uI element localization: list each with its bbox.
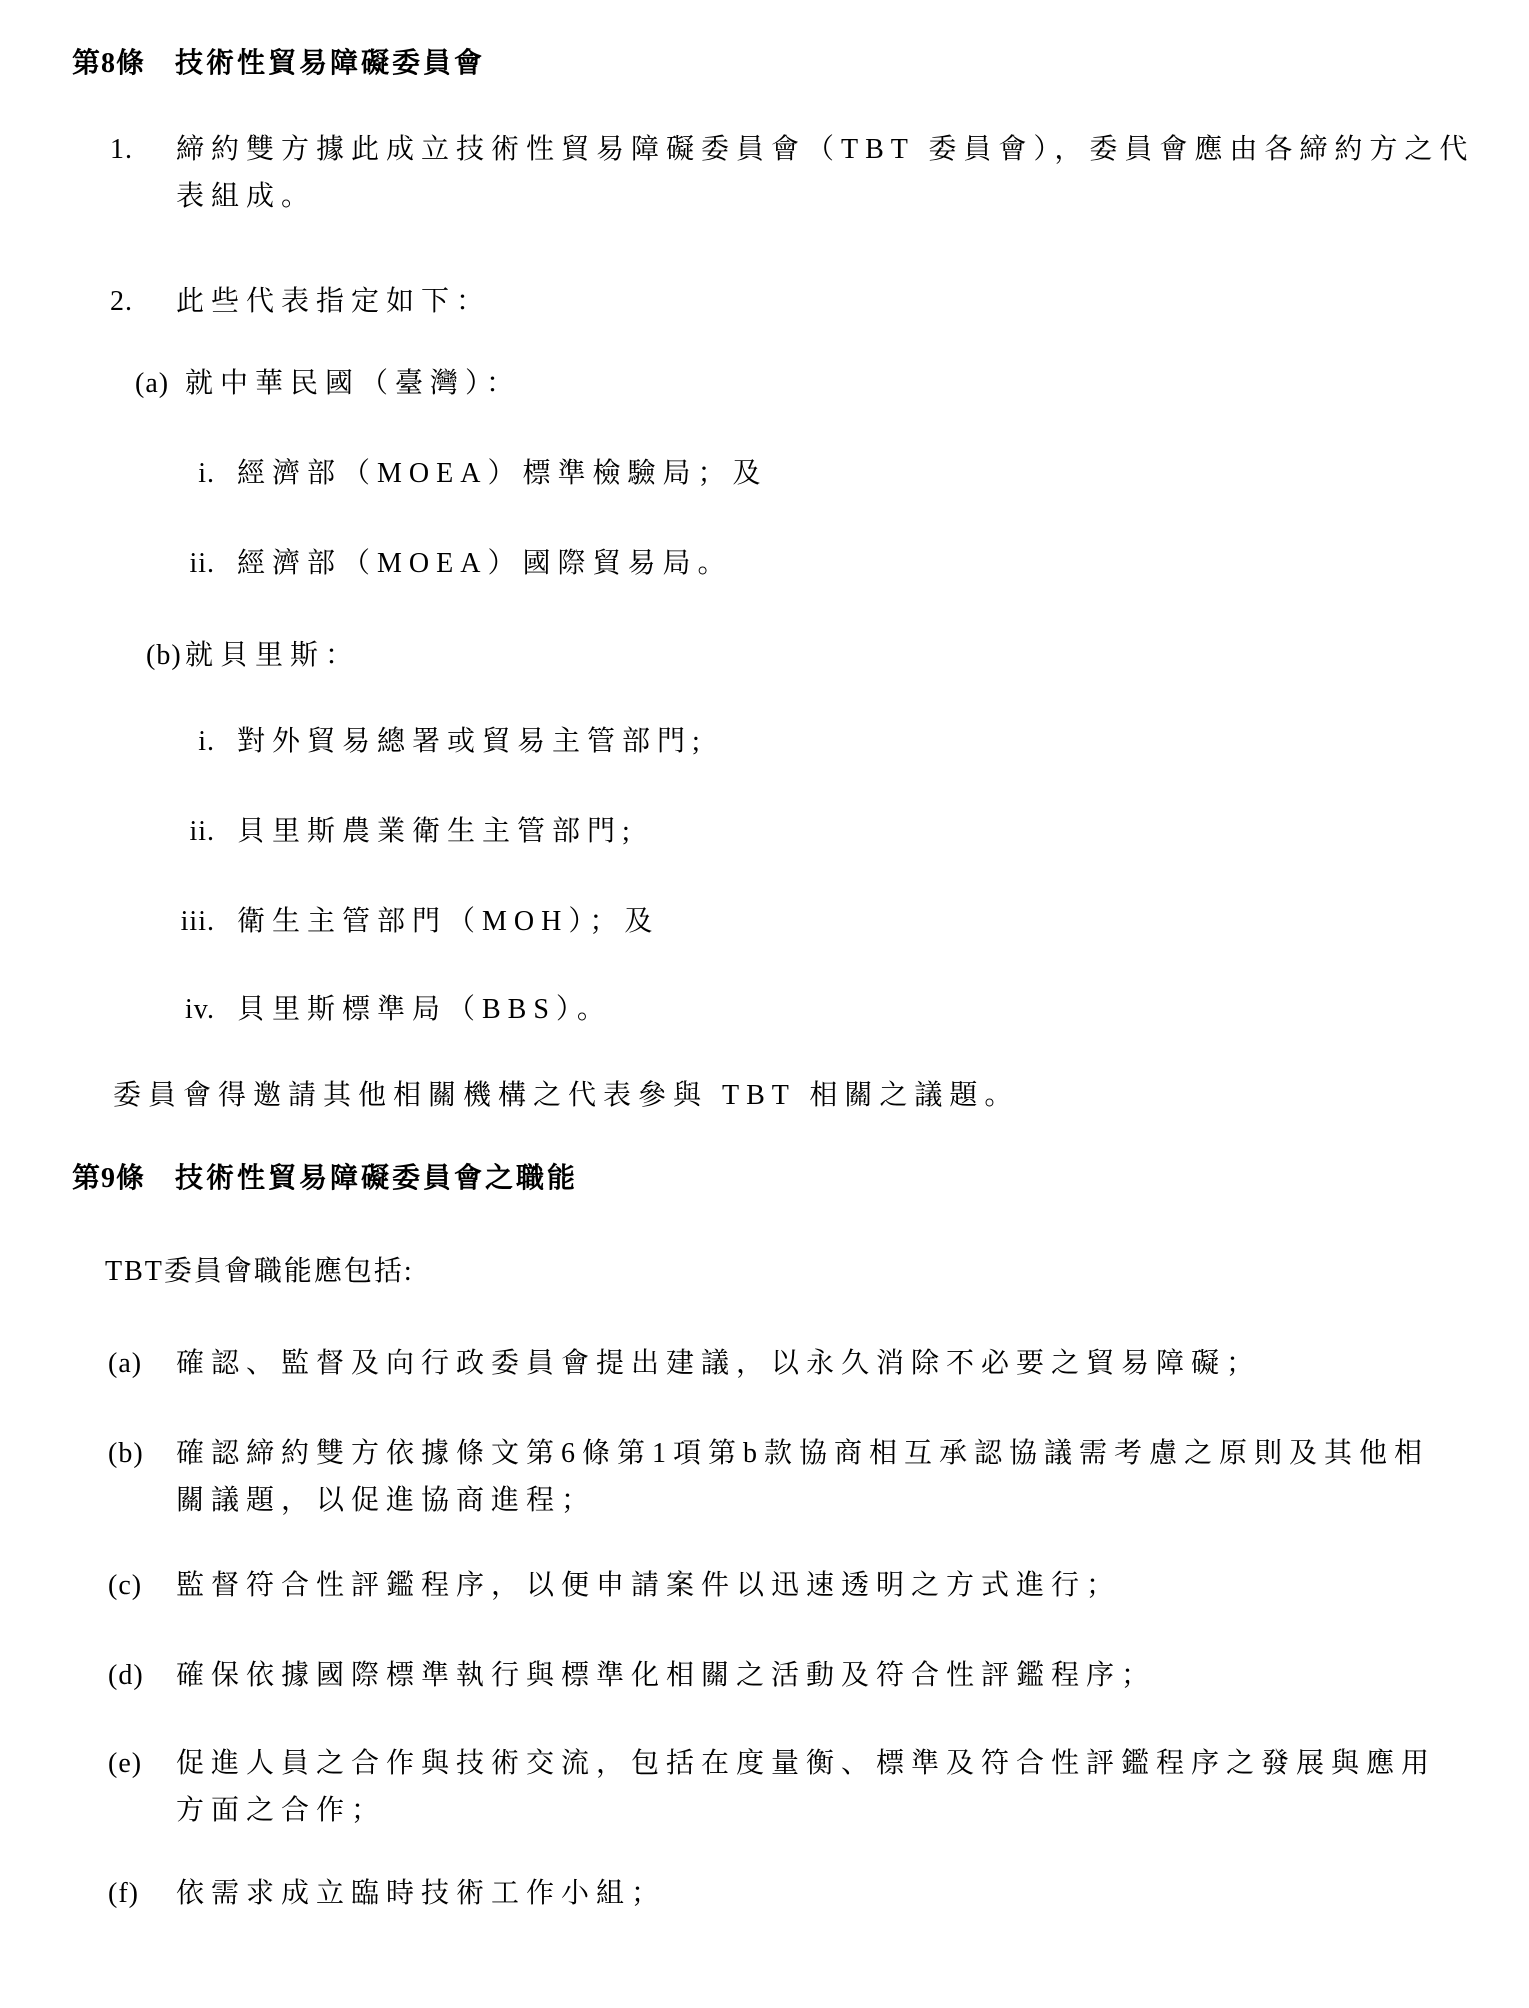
item-label: (d) [108,1660,144,1691]
item-label: (b) [108,1438,144,1469]
paragraph-text: TBT委員會職能應包括: [105,1256,414,1287]
item-text: 締約雙方據此成立技術性貿易障礙委員會（TBT 委員會），委員會應由各締約方之代 表組成。 [176,134,1475,212]
item-text: 貝里斯農業衛生主管部門; [237,816,637,847]
function-item-e [108,1740,1436,1834]
item-text: 就中華民國（臺灣）： [185,368,522,399]
function-item-f [108,1870,666,1917]
article8-heading [72,40,485,87]
item-label: (a) [108,1348,143,1379]
item-text: 對外貿易總署或貿易主管部門; [237,726,707,757]
article9-number: 第9條 [72,1163,146,1194]
item-text: 依需求成立臨時技術工作小組； [176,1878,667,1909]
function-item-a [108,1340,1261,1387]
item-text: 監督符合性評鑑程序，以便申請案件以迅速透明之方式進行； [176,1570,1122,1601]
item-text: 確保依據國際標準執行與標準化相關之活動及符合性評鑑程序； [176,1660,1157,1691]
party-a-subitem-i [145,450,767,497]
item-text: 經濟部（MOEA）國際貿易局。 [237,548,733,579]
article8-closing [113,1072,1019,1119]
item-label: (a) [135,368,170,399]
item-label: i. [198,726,215,757]
party-b [146,632,360,679]
item-label: iii. [180,906,215,937]
item-label: ii. [189,816,215,847]
item-label: (c) [108,1570,143,1601]
party-a [135,360,521,407]
item-label: 2. [110,286,133,317]
item-text: 就貝里斯： [185,640,361,671]
item-text: 貝里斯標準局（BBS）。 [237,994,612,1025]
item-label: (b) [146,640,182,671]
party-b-subitem-i [145,718,707,765]
item-label: (e) [108,1748,143,1779]
article8-number: 第8條 [72,48,146,79]
list-item-1 [110,126,1474,220]
function-item-c [108,1562,1121,1609]
item-text: 確認締約雙方依據條文第6條第1項第b款協商相互承認協議需考慮之原則及其他相 關議題，以促進協商進程； [176,1438,1430,1516]
article9-intro [105,1248,414,1295]
item-text: 經濟部（MOEA）標準檢驗局；及 [237,458,768,489]
item-text: 此些代表指定如下： [176,286,492,317]
paragraph-text: 委員會得邀請其他相關機構之代表參與 TBT 相關之議題。 [113,1080,1020,1111]
item-text: 確認、監督及向行政委員會提出建議，以永久消除不必要之貿易障礙； [176,1348,1262,1379]
article8-title: 技術性貿易障礙委員會 [175,48,486,79]
function-item-b [108,1430,1429,1524]
party-a-subitem-ii [145,540,732,587]
item-label: 1. [110,134,133,165]
article9-heading [72,1155,578,1202]
party-b-subitem-iii [145,898,659,945]
list-item-2 [110,278,491,325]
party-b-subitem-iv [145,986,612,1033]
item-label: iv. [185,994,215,1025]
article9-title: 技術性貿易障礙委員會之職能 [175,1163,579,1194]
item-label: ii. [189,548,215,579]
party-b-subitem-ii [145,808,637,855]
item-text: 衛生主管部門（MOH）；及 [237,906,660,937]
item-text: 促進人員之合作與技術交流，包括在度量衡、標準及符合性評鑑程序之發展與應用 方面之合作； [176,1748,1437,1826]
function-item-d [108,1652,1156,1699]
item-label: i. [198,458,215,489]
item-label: (f) [108,1878,139,1909]
